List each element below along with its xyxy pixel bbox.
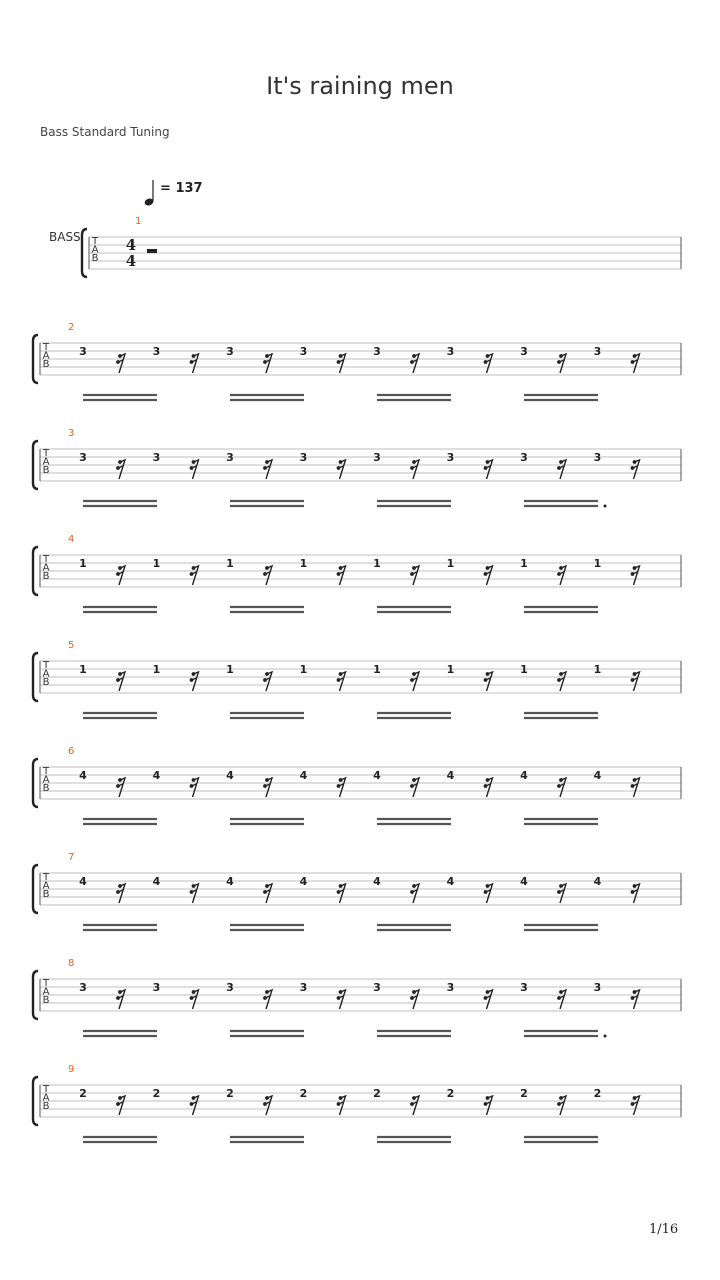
tab-clef-letter: T — [42, 554, 50, 565]
sixteenth-rest-icon — [263, 566, 272, 585]
sixteenth-rest-icon — [337, 884, 346, 903]
tab-note: 3 — [446, 451, 455, 464]
sixteenth-rest-icon — [631, 354, 640, 373]
tab-clef-letter: B — [91, 253, 99, 264]
tab-note: 3 — [79, 345, 87, 358]
tab-staff — [0, 424, 720, 514]
sixteenth-rest-icon — [410, 460, 419, 479]
tab-staff — [0, 530, 720, 620]
system-bracket — [33, 1077, 38, 1125]
tab-note: 2 — [152, 1087, 161, 1100]
tab-note: 1 — [299, 557, 308, 570]
tab-note: 1 — [152, 557, 161, 570]
system-bracket — [33, 335, 38, 383]
tab-system — [0, 954, 720, 1044]
measure-number: 4 — [68, 534, 75, 545]
sixteenth-rest-icon — [557, 990, 566, 1009]
sixteenth-rest-icon — [116, 778, 125, 797]
sixteenth-rest-icon — [557, 884, 566, 903]
sixteenth-rest-icon — [631, 884, 640, 903]
measure-number: 1 — [135, 216, 142, 227]
tab-note: 2 — [593, 1087, 602, 1100]
sixteenth-rest-icon — [263, 460, 272, 479]
tab-staff — [0, 954, 720, 1044]
sixteenth-rest-icon — [484, 460, 493, 479]
tab-note: 4 — [446, 875, 455, 888]
sixteenth-rest-icon — [631, 672, 640, 691]
tab-note: 4 — [520, 875, 528, 888]
tab-note: 3 — [152, 345, 161, 358]
sixteenth-rest-icon — [410, 778, 419, 797]
sixteenth-rest-icon — [484, 884, 493, 903]
sixteenth-rest-icon — [557, 672, 566, 691]
system-bracket — [33, 653, 38, 701]
sixteenth-rest-icon — [410, 884, 419, 903]
page-number: 1/16 — [649, 1222, 679, 1237]
sixteenth-rest-icon — [557, 566, 566, 585]
tab-clef-letter: T — [42, 766, 50, 777]
tab-note: 4 — [373, 769, 381, 782]
sixteenth-rest-icon — [190, 672, 199, 691]
tab-system — [0, 530, 720, 620]
sixteenth-rest-icon — [190, 1096, 199, 1115]
sixteenth-rest-icon — [557, 460, 566, 479]
tab-clef-letter: T — [42, 448, 50, 459]
system-bracket — [33, 971, 38, 1019]
sixteenth-rest-icon — [410, 1096, 419, 1115]
tab-system — [0, 848, 720, 938]
tab-clef-letter: A — [42, 774, 50, 786]
tab-note: 4 — [226, 875, 234, 888]
sixteenth-rest-icon — [116, 1096, 125, 1115]
sixteenth-rest-icon — [190, 354, 199, 373]
tab-note: 4 — [299, 769, 308, 782]
sixteenth-rest-icon — [484, 990, 493, 1009]
tab-note: 1 — [446, 663, 455, 676]
tab-system — [0, 742, 720, 832]
time-signature-bottom: 4 — [125, 252, 137, 270]
tab-staff — [0, 742, 720, 832]
tab-note: 3 — [593, 981, 602, 994]
sixteenth-rest-icon — [410, 672, 419, 691]
system-bracket — [82, 229, 87, 277]
tab-staff — [0, 212, 720, 302]
tab-clef-letter: A — [42, 350, 50, 362]
tab-note: 3 — [446, 345, 455, 358]
tab-note: 4 — [593, 769, 602, 782]
measure-number: 9 — [68, 1064, 75, 1075]
sixteenth-rest-icon — [410, 354, 419, 373]
tab-clef-letter: A — [42, 456, 50, 468]
tab-note: 3 — [520, 981, 528, 994]
instrument-label: BASS — [49, 230, 81, 244]
tab-note: 3 — [299, 345, 308, 358]
tab-note: 4 — [446, 769, 455, 782]
tab-system — [0, 1060, 720, 1150]
tab-note: 1 — [593, 557, 602, 570]
tab-staff — [0, 636, 720, 726]
measure-number: 5 — [68, 640, 75, 651]
sixteenth-rest-icon — [263, 1096, 272, 1115]
tab-clef-letter: A — [91, 244, 99, 256]
tab-note: 3 — [520, 345, 528, 358]
sixteenth-rest-icon — [410, 990, 419, 1009]
sixteenth-rest-icon — [337, 672, 346, 691]
tab-clef-letter: B — [42, 465, 50, 476]
sixteenth-rest-icon — [116, 990, 125, 1009]
sixteenth-rest-icon — [263, 990, 272, 1009]
sixteenth-rest-icon — [190, 566, 199, 585]
tab-staff — [0, 1060, 720, 1150]
sixteenth-rest-icon — [116, 354, 125, 373]
tab-note: 3 — [593, 451, 602, 464]
tab-note: 4 — [593, 875, 602, 888]
sixteenth-rest-icon — [116, 884, 125, 903]
sixteenth-rest-icon — [484, 672, 493, 691]
measure-number: 7 — [68, 852, 75, 863]
sixteenth-rest-icon — [190, 884, 199, 903]
system-bracket — [33, 441, 38, 489]
sixteenth-rest-icon — [484, 778, 493, 797]
tab-note: 1 — [226, 663, 234, 676]
sixteenth-rest-icon — [116, 566, 125, 585]
tab-note: 2 — [299, 1087, 308, 1100]
tab-note: 4 — [152, 769, 161, 782]
tab-clef-letter: B — [42, 783, 50, 794]
tab-clef-letter: B — [42, 1101, 50, 1112]
sixteenth-rest-icon — [116, 460, 125, 479]
time-signature-top: 4 — [125, 236, 137, 254]
tab-note: 4 — [226, 769, 234, 782]
sixteenth-rest-icon — [631, 1096, 640, 1115]
sixteenth-rest-icon — [484, 1096, 493, 1115]
sixteenth-rest-icon — [263, 354, 272, 373]
sixteenth-rest-icon — [557, 1096, 566, 1115]
tab-note: 1 — [152, 663, 161, 676]
system-bracket — [33, 759, 38, 807]
tab-clef-letter: B — [42, 995, 50, 1006]
tab-note: 4 — [373, 875, 381, 888]
tab-clef-letter: A — [42, 880, 50, 892]
tab-note: 1 — [520, 663, 528, 676]
tab-clef-letter: A — [42, 986, 50, 998]
tab-clef-letter: B — [42, 359, 50, 370]
tab-clef-letter: A — [42, 562, 50, 574]
tab-system — [0, 318, 720, 408]
tab-note: 3 — [79, 981, 87, 994]
tab-note: 3 — [373, 345, 381, 358]
tab-note: 2 — [79, 1087, 87, 1100]
sixteenth-rest-icon — [190, 460, 199, 479]
dot-icon — [604, 505, 607, 508]
tab-note: 4 — [79, 875, 87, 888]
tab-note: 3 — [446, 981, 455, 994]
sixteenth-rest-icon — [410, 566, 419, 585]
sixteenth-rest-icon — [337, 1096, 346, 1115]
tab-note: 3 — [299, 981, 308, 994]
sixteenth-rest-icon — [631, 990, 640, 1009]
tab-clef-letter: A — [42, 668, 50, 680]
sixteenth-rest-icon — [337, 778, 346, 797]
tab-staff — [0, 848, 720, 938]
tab-clef-letter: B — [42, 677, 50, 688]
tab-note: 1 — [520, 557, 528, 570]
sixteenth-rest-icon — [557, 354, 566, 373]
tab-note: 3 — [79, 451, 87, 464]
tab-note: 3 — [226, 451, 234, 464]
sixteenth-rest-icon — [484, 566, 493, 585]
sixteenth-rest-icon — [337, 566, 346, 585]
tab-note: 1 — [226, 557, 234, 570]
tab-note: 4 — [299, 875, 308, 888]
tab-note: 3 — [299, 451, 308, 464]
system-bracket — [33, 547, 38, 595]
tab-note: 1 — [79, 663, 87, 676]
sixteenth-rest-icon — [116, 672, 125, 691]
sixteenth-rest-icon — [263, 778, 272, 797]
sixteenth-rest-icon — [337, 460, 346, 479]
sixteenth-rest-icon — [337, 990, 346, 1009]
tab-note: 2 — [226, 1087, 234, 1100]
quarter-note-icon — [140, 176, 160, 212]
sixteenth-rest-icon — [263, 672, 272, 691]
tab-note: 1 — [79, 557, 87, 570]
tab-staff — [0, 318, 720, 408]
sixteenth-rest-icon — [631, 778, 640, 797]
sixteenth-rest-icon — [631, 460, 640, 479]
tab-note: 1 — [299, 663, 308, 676]
measure-number: 6 — [68, 746, 75, 757]
tab-clef-letter: T — [91, 236, 99, 247]
tab-note: 1 — [373, 557, 381, 570]
tempo-value: = 137 — [160, 181, 203, 196]
tab-note: 3 — [152, 451, 161, 464]
tab-note: 2 — [373, 1087, 381, 1100]
dot-icon — [604, 1035, 607, 1038]
sixteenth-rest-icon — [557, 778, 566, 797]
tab-clef-letter: A — [42, 1092, 50, 1104]
tab-system — [0, 424, 720, 514]
tab-note: 3 — [593, 345, 602, 358]
tab-note: 3 — [152, 981, 161, 994]
tab-note: 4 — [152, 875, 161, 888]
tab-clef-letter: T — [42, 872, 50, 883]
measure-number: 8 — [68, 958, 75, 969]
tab-clef-letter: B — [42, 889, 50, 900]
tab-clef-letter: T — [42, 1084, 50, 1095]
tab-note: 1 — [446, 557, 455, 570]
sixteenth-rest-icon — [484, 354, 493, 373]
tab-system — [0, 212, 720, 302]
tempo-marking — [140, 176, 230, 212]
tab-note: 1 — [373, 663, 381, 676]
measure-number: 3 — [68, 428, 75, 439]
tab-system — [0, 636, 720, 726]
sixteenth-rest-icon — [190, 778, 199, 797]
tab-note: 3 — [226, 345, 234, 358]
tab-clef-letter: T — [42, 342, 50, 353]
tab-clef-letter: T — [42, 978, 50, 989]
measure-number: 2 — [68, 322, 75, 333]
sixteenth-rest-icon — [337, 354, 346, 373]
sixteenth-rest-icon — [631, 566, 640, 585]
tab-note: 2 — [446, 1087, 455, 1100]
tab-note: 4 — [520, 769, 528, 782]
tab-note: 4 — [79, 769, 87, 782]
song-title: It's raining men — [266, 72, 454, 100]
sixteenth-rest-icon — [263, 884, 272, 903]
tab-note: 3 — [226, 981, 234, 994]
tab-note: 3 — [373, 981, 381, 994]
tuning-label: Bass Standard Tuning — [40, 125, 170, 139]
system-bracket — [33, 865, 38, 913]
sixteenth-rest-icon — [190, 990, 199, 1009]
tab-clef-letter: B — [42, 571, 50, 582]
whole-rest-icon — [147, 249, 157, 253]
tab-note: 3 — [520, 451, 528, 464]
tab-note: 3 — [373, 451, 381, 464]
tab-note: 1 — [593, 663, 602, 676]
tab-clef-letter: T — [42, 660, 50, 671]
tab-note: 2 — [520, 1087, 528, 1100]
